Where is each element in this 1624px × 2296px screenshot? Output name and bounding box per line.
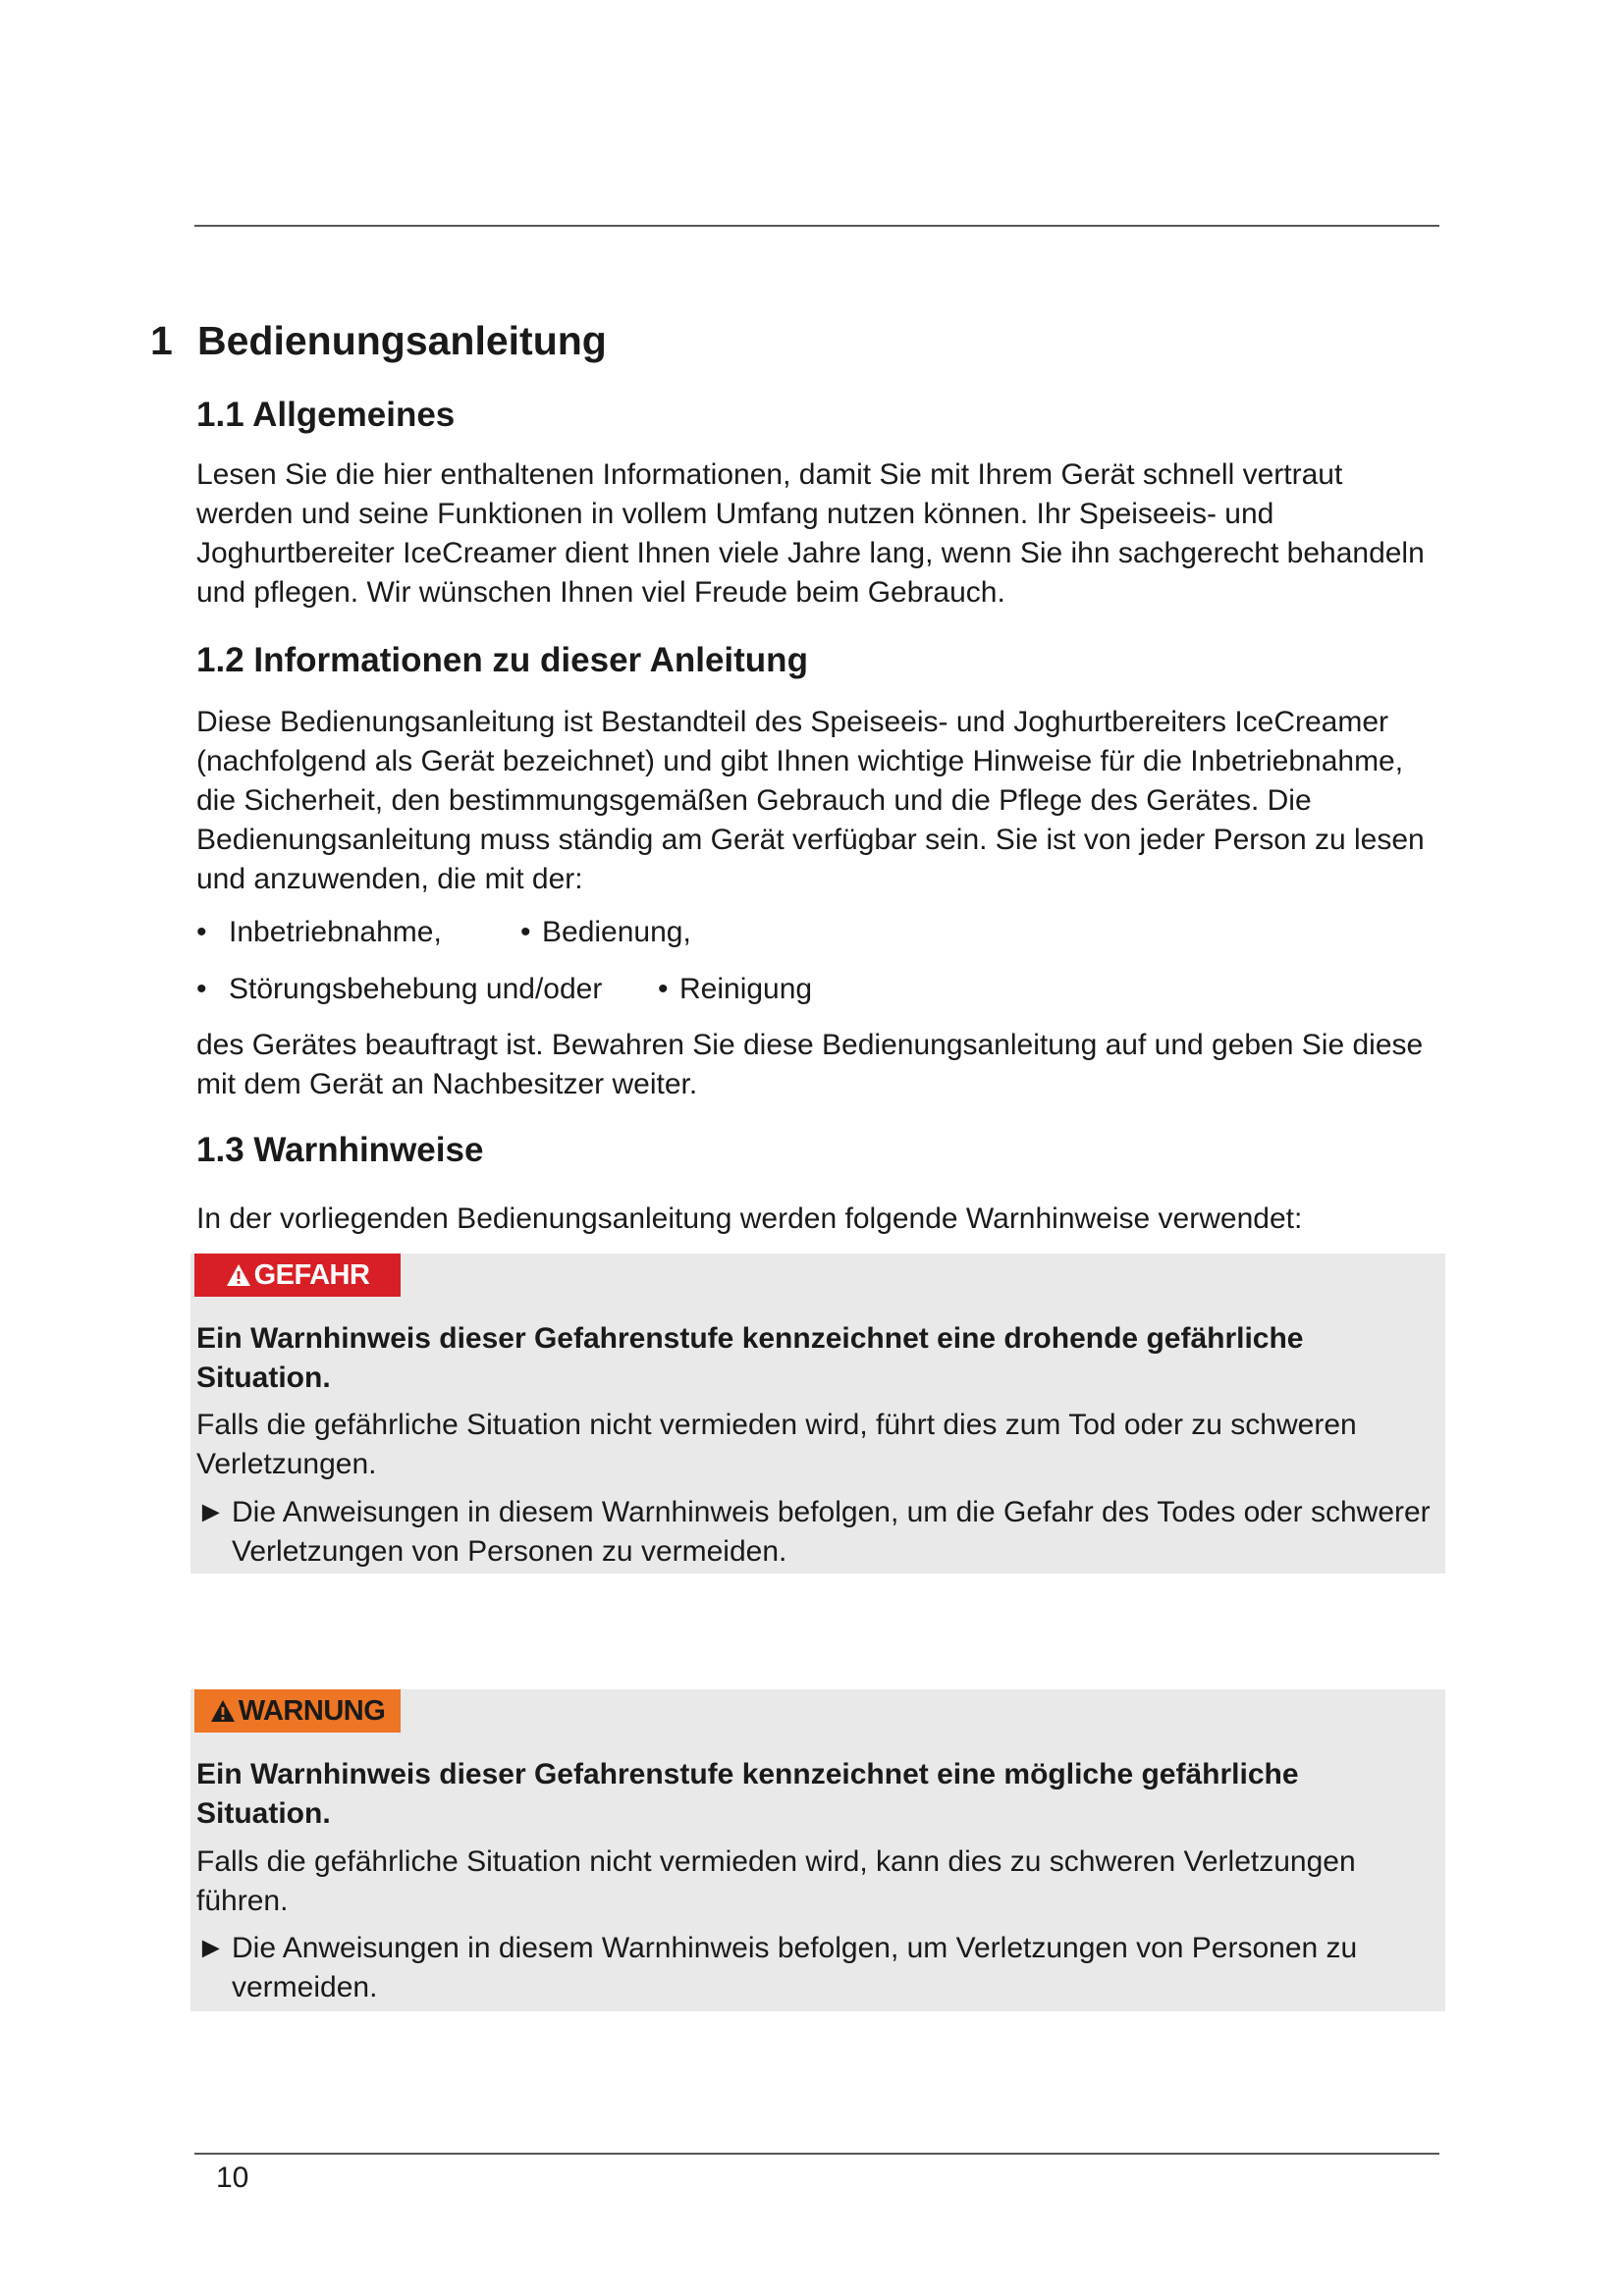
warnung-label: WARNUNG <box>238 1695 386 1727</box>
section-text-after-list: des Gerätes beauftragt ist. Bewahren Sie diese Bedienungsanleitung auf und geben Sie diese mit dem Gerät an Nachbesitzer weiter. <box>196 1029 1424 1100</box>
footer-rule <box>194 2153 1439 2155</box>
arrow-right-icon: ► <box>196 1932 226 1964</box>
warnung-heading: Ein Warnhinweis dieser Gefahrenstufe kennzeichnet eine mögliche gefährliche Situation. <box>196 1758 1299 1830</box>
bullet-list <box>196 913 1443 1027</box>
section-intro-warnhinweise: In der vorliegenden Bedienungsanleitung werden folgende Warnhinweise verwendet: <box>196 1202 1303 1235</box>
chapter-title-text: Bedienungsanleitung <box>197 318 607 363</box>
section-heading-informationen: 1.2 Informationen zu dieser Anleitung <box>196 641 808 679</box>
gefahr-badge <box>194 1254 401 1297</box>
warning-triangle-icon <box>210 1699 236 1723</box>
gefahr-heading: Ein Warnhinweis dieser Gefahrenstufe kennzeichnet eine drohende gefährliche Situation. <box>196 1322 1304 1394</box>
bullet-row <box>196 970 1443 1027</box>
page-number: 10 <box>216 2162 249 2194</box>
section-heading-allgemeines: 1.1 Allgemeines <box>196 396 456 434</box>
warning-box-warnung <box>190 1689 1445 2011</box>
warnung-text: Falls die gefährliche Situation nicht vermieden wird, kann dies zu schweren Verletzungen führen. <box>196 1845 1356 1917</box>
bullet-row <box>196 913 1443 970</box>
warning-box-gefahr <box>190 1254 1445 1574</box>
list-item: • Störungsbehebung und/oder <box>196 973 603 1005</box>
section-text-informationen: Diese Bedienungsanleitung ist Bestandteil des Speiseeis- und Joghurtbereiters IceCreamer (nachfolgend als Gerät bezeichnet) und gibt Ihnen wichtige Hinweise für die Inbetriebnahme, die Sicherheit, den bestimmungsgemäßen Gebrauch und die Pflege des Gerätes. Die Bedienungsanleitung muss ständig am Gerät verfügbar sein. Sie ist von jeder Person zu lesen und anzuwenden, die mit der: <box>196 706 1425 895</box>
gefahr-instruction-text: Die Anweisungen in diesem Warnhinweis befolgen, um die Gefahr des Todes oder schwerer Verletzungen von Personen zu vermeiden. <box>232 1496 1431 1568</box>
gefahr-label: GEFAHR <box>253 1259 370 1291</box>
section-heading-warnhinweise: 1.3 Warnhinweise <box>196 1131 484 1169</box>
list-item: • Reinigung <box>658 973 813 1005</box>
gefahr-instruction <box>196 1493 1434 1572</box>
list-item: • Inbetriebnahme, <box>196 916 442 948</box>
arrow-right-icon: ► <box>196 1496 226 1528</box>
list-item: • Bedienung, <box>520 916 691 948</box>
gefahr-text: Falls die gefährliche Situation nicht vermieden wird, führt dies zum Tod oder zu schweren Verletzungen. <box>196 1409 1357 1480</box>
warning-triangle-icon <box>226 1263 251 1287</box>
chapter-number: 1 <box>150 318 173 363</box>
section-text-allgemeines: Lesen Sie die hier enthaltenen Informationen, damit Sie mit Ihrem Gerät schnell vertraut werden und seine Funktionen in vollem Umfang nutzen können. Ihr Speiseeis- und Joghurtbereiter IceCreamer dient Ihnen viele Jahre lang, wenn Sie ihn sachgerecht behandeln und pflegen. Wir wünschen Ihnen viel Freude beim Gebrauch. <box>196 458 1425 609</box>
warnung-instruction <box>196 1929 1434 2007</box>
chapter-title <box>150 318 607 364</box>
warnung-instruction-text: Die Anweisungen in diesem Warnhinweis befolgen, um Verletzungen von Personen zu vermeiden. <box>232 1932 1358 2003</box>
warnung-badge <box>194 1689 401 1733</box>
header-rule <box>194 225 1439 227</box>
